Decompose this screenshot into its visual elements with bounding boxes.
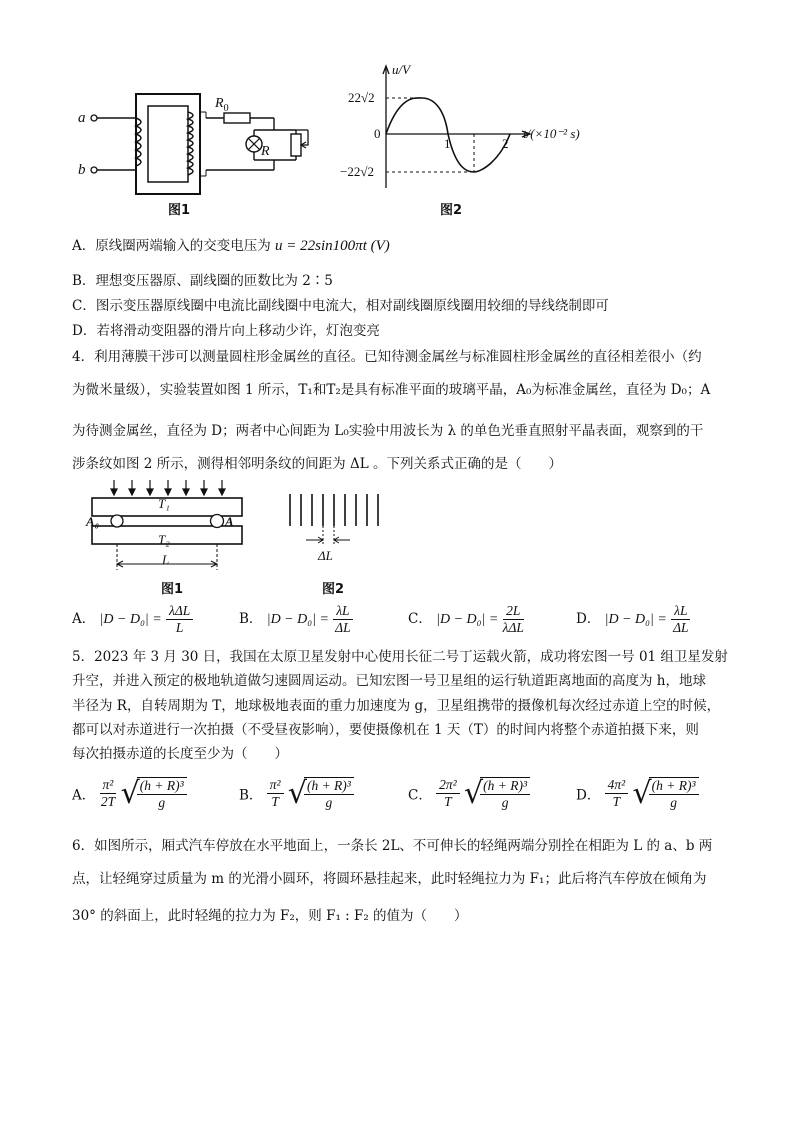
q4-stem-line4: 涉条纹如图 2 所示，测得相邻明条纹的间距为 ΔL 。下列关系式正确的是（ ） [72,456,562,472]
q5-option-b-radicand: $\frac{\text{(h + R)³}}{g}$ [304,777,354,811]
q4-stem-line1: 4．利用薄膜干涉可以测量圆柱形金属丝的直径。已知待测金属丝与标准圆柱形金属丝的直径相差很小（约 [72,349,702,365]
q5-option-d [576,776,699,811]
q5-stem-line1: 5．2023 年 3 月 30 日，我国在太原卫星发射中心使用长征二号丁运载火箭，成功将宏图一号 01 组卫星发射 [72,649,728,665]
q3-option-a-formula: u = 22sin100πt (V) [275,238,390,254]
q3-fig1-r0-label: $R_0$ [215,96,229,114]
q4-fig1-caption: 图1 [161,582,184,597]
q5-stem-line2: 升空，并进入预定的极地轨道做匀速圆周运动。已知宏图一号卫星组的运行轨道距离地面的高度为 h，地球 [72,673,706,689]
q6-stem-line2: 点，让轻绳穿过质量为 m 的光滑小圆环，将圆环悬挂起来，此时轻绳拉力为 F₁；此后将汽车停放在倾角为 [72,871,707,887]
q4-option-c [408,603,524,636]
q5-option-a-letter: A． [72,787,96,804]
q4-option-b-letter: B． [239,611,263,627]
q5-stem-line3: 半径为 R，自转周期为 T，地球极地表面的重力加速度为 g，卫星组携带的摄像机每次经过赤道上空的时候， [72,698,721,714]
q4-option-a-fraction: $\frac{\text{λΔL}}{L}$ [166,603,193,636]
q4-option-c-lhs: |D − D₀| = [436,611,499,627]
q4-stem-line2: 为微米量级），实验装置如图 1 所示，T₁和T₂是具有标准平面的玻璃平晶，A₀为标准金属丝，直径为 D₀；A [72,382,711,398]
q4-option-a-lhs: |D − D₀| = [99,611,162,627]
q4-option-b-fraction: $\frac{\lambda L}{\Delta L}$ [335,603,351,635]
q6-stem-line3: 30° 的斜面上，此时轻绳的拉力为 F₂，则 F₁ : F₂ 的值为（ ） [72,908,468,924]
q5-option-d-letter: D． [576,787,601,804]
q5-option-d-radicand: $\frac{\text{(h + R)³}}{g}$ [649,777,699,811]
q3-fig2-tick-2: 2 [502,136,509,151]
q3-option-a-text: A．原线圈两端输入的交变电压为 [72,238,271,254]
q3-option-d: D．若将滑动变阻器的滑片向上移动少许，灯泡变亮 [72,323,380,339]
q3-option-b: B．理想变压器原、副线圈的匝数比为 2∶5 [72,273,333,289]
q3-fig2-y-min-label: −22√2 [340,164,374,179]
q3-option-a [72,236,390,256]
q4-fig1-a0: A₀ [86,514,100,529]
q5-option-a-radicand: $\frac{\text{(h + R)³}}{g}$ [137,777,187,811]
q3-fig2-y-max-label: 22√2 [348,90,375,105]
q3-fig2-x-axis-label: t/(×10⁻² s) [523,126,580,141]
q3-fig1-terminal-b: b [78,162,86,178]
q4-fig1-a: A [225,514,234,529]
q5-option-b-radical: √ [287,776,307,811]
q5-option-b-letter: B． [239,787,263,804]
q4-option-b [239,603,353,636]
q5-option-c-radicand: $\frac{\text{(h + R)³}}{g}$ [480,777,530,811]
q5-option-c [408,776,530,811]
q4-option-a-letter: A． [72,611,96,627]
q3-fig1-caption: 图1 [168,203,191,218]
q4-option-a [72,603,193,636]
q5-option-b [239,776,354,811]
q3-fig2-tick-1: 1 [444,136,451,151]
q5-option-c-letter: C． [408,787,432,804]
q5-option-c-radical: √ [464,776,484,811]
q3-fig1-terminal-a: a [78,110,86,126]
q3-fig2-caption: 图2 [440,203,463,218]
q5-option-d-coefficient: $\frac{\text{4π²}}{T}$ [605,777,629,810]
q3-option-c: C．图示变压器原线圈中电流比副线圈中电流大，相对副线圈原线圈用较细的导线绕制即可 [72,298,609,314]
q6-stem-line1: 6．如图所示，厢式汽车停放在水平地面上，一条长 2L、不可伸长的轻绳两端分别拴在相距为 L 的 a、b 两 [72,838,713,854]
q4-fig1-t2: T₂ [158,532,170,547]
q4-stem-line3: 为待测金属丝，直径为 D；两者中心间距为 L₀实验中用波长为 λ 的单色光垂直照射平晶表面，观察到的干 [72,423,704,439]
q4-option-b-lhs: |D − D₀| = [266,611,329,627]
q3-fig1-rheostat-label: R [261,144,270,159]
q4-option-d [576,603,690,636]
q4-option-d-fraction: $\frac{\lambda L}{\Delta L}$ [673,603,689,635]
q4-figure2-fringes [284,490,394,560]
q5-option-c-coefficient: $\frac{\text{2π²}}{T}$ [436,777,460,810]
q4-fig2-dl: ΔL [318,548,333,563]
q5-option-b-coefficient: $\frac{\text{π²}}{T}$ [267,777,284,810]
q5-option-a-coefficient: $\frac{\text{π²}}{2T}$ [100,777,116,809]
q3-fig2-origin: 0 [374,126,381,141]
q4-fig1-t1: T₁ [158,496,170,511]
q3-figure1-circuit [74,88,324,223]
q4-figure1-apparatus [84,478,264,578]
q5-option-a-radical: √ [120,776,140,811]
q5-option-a [72,776,187,811]
q5-stem-line4: 都可以对赤道进行一次拍摄（不受昼夜影响），要使摄像机在 1 天（T）的时间内将整个赤道拍摄下来，则 [72,722,699,738]
q4-option-c-letter: C． [408,611,432,627]
q4-option-d-letter: D． [576,611,601,627]
q3-fig2-y-axis-label: u/V [392,62,411,77]
q4-option-c-fraction: $\frac{2L}{\text{λΔL}}$ [502,603,524,635]
q4-option-d-lhs: |D − D₀| = [604,611,667,627]
q4-fig2-caption: 图2 [322,582,345,597]
q4-fig1-l: L [162,552,170,567]
q5-stem-line5: 每次拍摄赤道的长度至少为（ ） [72,746,288,762]
q5-option-d-radical: √ [632,776,652,811]
